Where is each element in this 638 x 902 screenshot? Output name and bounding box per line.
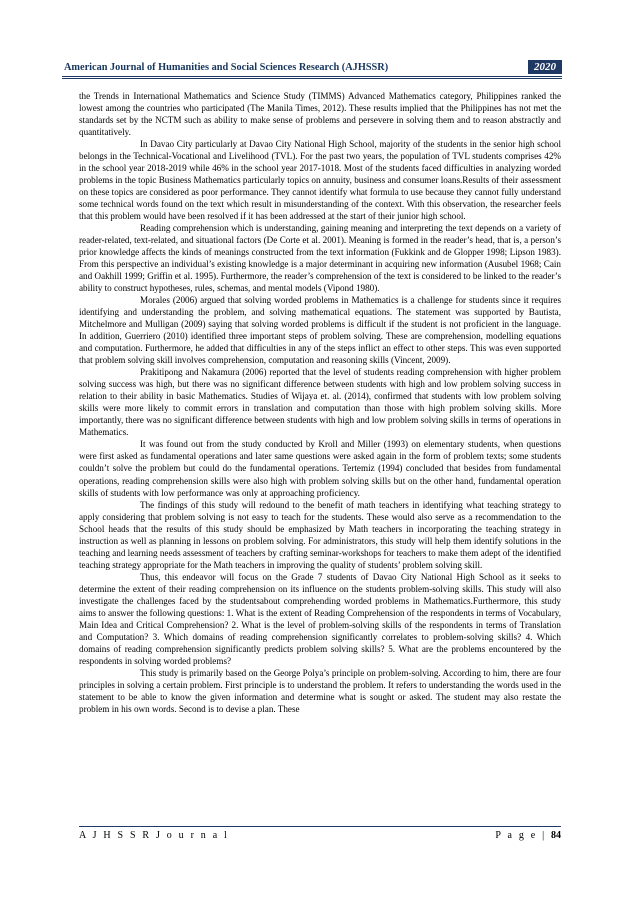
paragraph-7: The findings of this study will redound to the benefit of math teachers in identifying what teaching strategy to apply considering that problem solving is not easy to teach for the students. These would also serve as a recommendation to the School heads that the results of this study should be emphasized by Math teachers in incorporating the teaching strategy in instruction as well as planning in lessons on problem solving. For administrators, this study will help them identify solutions in the teaching and learning needs assessment of teachers by crafting seminar-workshops for teachers to make them adept of the identified teaching strategy appropriate for the Math teachers in improving the quality of students’ problem solving skill. <box>79 499 561 570</box>
article-body <box>79 90 561 715</box>
journal-header <box>62 58 562 79</box>
paragraph-9: This study is primarily based on the George Polya’s principle on problem-solving. According to him, there are four principles in solving a certain problem. First principle is to understand the problem. It refers to understanding the words used in the statement to be able to know the given information and determine what is sought or asked. The student may also restate the problem in his own words. Second is to devise a plan. These <box>79 667 561 714</box>
footer-journal: A J H S S R J o u r n a l <box>79 830 230 841</box>
footer-page-prefix: P a g e | <box>495 830 547 841</box>
page-number: 84 <box>551 830 561 841</box>
paragraph-4: Morales (2006) argued that solving worded problems in Mathematics is a challenge for students since it requires identifying and understanding the problem, and solving mathematical equations. The statement was supported by Bautista, Mitchelmore and Mulligan (2009) saying that solving worded problems is difficult if the student is not proficient in the language. In addition, Guerriero (2010) identified three important steps of problem solving. These are comprehension, modelling equations and computation. Furthermore, he added that difficulties in any of the steps inflict an effect to other steps. This was even supported that problem solving skill involves comprehension, computation and reasoning skills (Vincent, 2009). <box>79 295 561 366</box>
paragraph-1: the Trends in International Mathematics and Science Study (TIMMS) Advanced Mathematics category, Philippines ranked the lowest among the countries who participated (The Manila Times, 2012). These results implied that the Philippines has not met the standards set by the NCTM such as ability to make sense of problems and persevere in solving them and to reason abstractly and quantitatively. <box>79 91 561 138</box>
paragraph-3: Reading comprehension which is understanding, gaining meaning and interpreting the text depends on a variety of reader-related, text-related, and situational factors (De Corte et al. 2001). Meaning is formed in the reader’s head, that is, a person’s prior knowledge affects the kinds of meanings constructed from the text information (Fukkink and de Glopper 1998; Lipson 1983). From this perspective an individual’s existing knowledge is a major determinant in acquiring new information (Ausubel 1968; Cain and Oakhill 1999; Griffin et al. 1995). Furthermore, the reader’s comprehension of the text is considered to be linked to the reader’s ability to construct hypotheses, rules, schemas, and mental models (Vipond 1980). <box>79 223 561 294</box>
page-footer <box>79 826 561 841</box>
paragraph-5: Prakitipong and Nakamura (2006) reported that the level of students reading comprehension with higher problem solving success was high, but there was no significant difference between students with high and low problem solving success in relation to their ability in basic Mathematics. Studies of Wijaya et. al. (2014), confirmed that students with low problem solving skills were more likely to commit errors in translation and computation than those with high problem solving skills. More importantly, there was no significant difference between students with high and low problem solving skills in terms of operations in Mathematics. <box>79 367 561 438</box>
paragraph-6: It was found out from the study conducted by Kroll and Miller (1993) on elementary students, when questions were first asked as fundamental operations and later same questions were asked again in the form of problem texts; some students couldn’t solve the problem but could do the fundamental operations. Tertemiz (1994) concluded that besides from fundamental operations, reading comprehension skills were also high with problem solving skills but on the other hand, fundamental operation skills of students with low performance was only at approaching proficiency. <box>79 439 561 498</box>
footer-page <box>495 830 561 841</box>
journal-year: 2020 <box>528 60 562 74</box>
paragraph-2: In Davao City particularly at Davao City National High School, majority of the students in the senior high school belongs in the Technical-Vocational and Livelihood (TVL). For the past two years, the population of TVL students comprises 42% in the school year 2018-2019 while 46% in the school year 2017-1018. Most of the students faced difficulties in analyzing worded problems in the topic Business Mathematics particularly topics on annuity, business and consumer loans.Results of their assessment on these topics are considered as poor performance. They cannot identify what formula to use because they cannot fully understand some technical words found on the text which result in misunderstanding of the context. With this observation, the researcher feels that this problem would have been resolved if it has been addressed at the start of their junior high school. <box>79 139 561 222</box>
paragraph-8: Thus, this endeavor will focus on the Grade 7 students of Davao City National High School as it seeks to determine the extent of their reading comprehension on its influence on the students problem-solving skills. This study will also investigate the challenges faced by the studentsabout comprehending worded problems in Mathematics.Furthermore, this study aims to answer the following questions: 1. What is the extent of Reading Comprehension of the respondents in terms of Vocabulary, Main Idea and Critical Comprehension? 2. What is the level of problem-solving skills of the respondents in terms of Translation and Computation? 3. Which domains of reading comprehension significantly correlates to problem-solving skills? 4. Which domains of reading comprehension significantly predicts problem solving skills? 5. What are the problems encountered by the respondents in solving worded problems? <box>79 571 561 666</box>
journal-title: American Journal of Humanities and Social Sciences Research (AJHSSR) <box>64 61 389 73</box>
